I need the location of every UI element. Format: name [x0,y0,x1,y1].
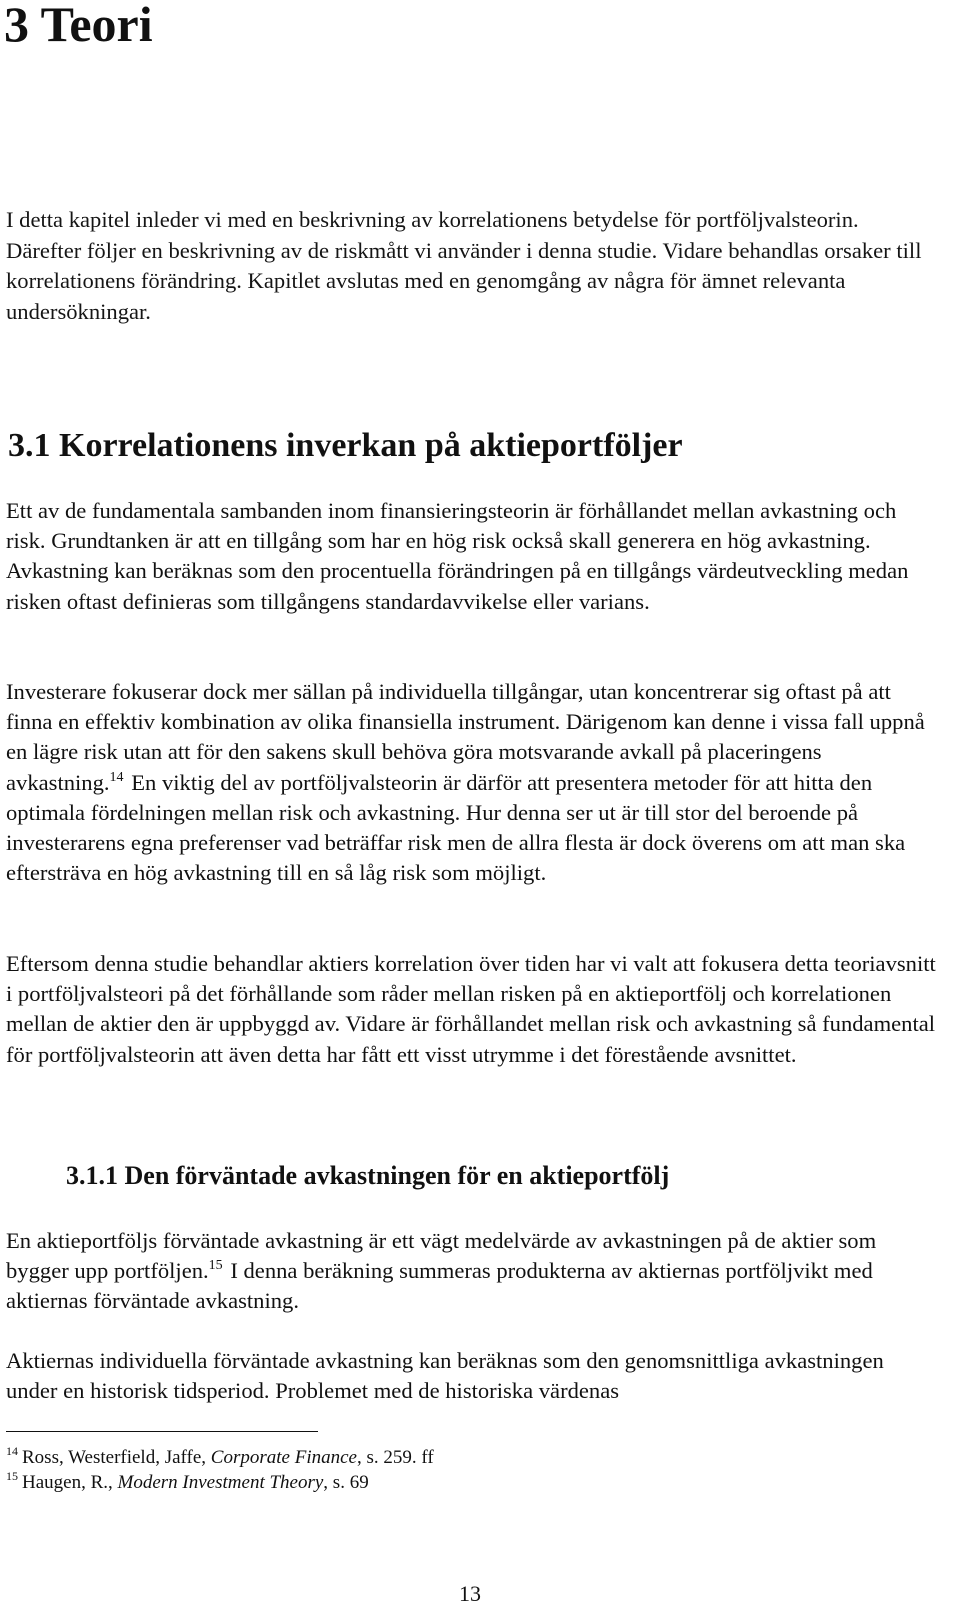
subsection-paragraph: Aktiernas individuella förväntade avkastning kan beräknas som den genomsnittliga avkastningen under en historisk tidsperiod. Problemet med de historiska värdenas [6,1348,884,1404]
footnote-book-title: Corporate Finance [210,1447,357,1468]
paragraph-text: Investerare fokuserar dock mer sällan på individuella tillgångar, utan koncentrerar sig oftast på att finna en effektiv kombination av olika finansiella instrument. Därigenom kan denne i vissa fall uppnå en lägre risk utan att för den sakens skull behöva göra motsvarande avkall på placeringens avkastning. [6,679,925,795]
chapter-title: 3 Teori [4,0,153,52]
section-paragraph [6,677,936,888]
footnote-book-title: Modern Investment Theory [117,1472,324,1493]
section-paragraph: Eftersom denna studie behandlar aktiers korrelation över tiden har vi valt att fokusera detta teoriavsnitt i portföljvalsteori på det förhållande som råder mellan risken på en aktieportfölj och korrelationen mellan de aktier den är uppbyggd av. Vidare är förhållandet mellan risk och avkastning så fundamental för portföljvalsteorin att även detta har fått ett visst utrymme i det förestående avsnittet. [6,951,936,1067]
paragraph-text: En viktig del av portföljvalsteorin är därför att presentera metoder för att hitta den optimala fördelningen mellan risk och avkastning. Hur denna ser ut är till stor del beroende på investerarens egna preferenser vad beträffar risk men de allra flesta är dock överens om att man ska eftersträva en hög avkastning till en så låg risk som möjligt. [6,769,906,886]
footnote-author: Ross, Westerfield, Jaffe, [22,1447,211,1468]
footnote-author: Haugen, R., [22,1472,118,1493]
footnote-divider [6,1431,318,1432]
footnote-marker: 14 [6,1444,18,1458]
subsection-heading: 3.1.1 Den förväntade avkastningen för en aktieportfölj [66,1161,670,1190]
footnote-marker: 15 [6,1469,18,1483]
footnote-reference: 14 [109,769,124,785]
subsection-paragraph [6,1226,936,1317]
section-paragraph: Ett av de fundamentala sambanden inom finansieringsteorin är förhållandet mellan avkastning och risk. Grundtanken är att en tillgång som har en hög risk också skall generera en hög avkastning. Avkastning kan beräknas som den procentuella förändringen på en tillgångs värdeutveckling medan risken oftast definieras som tillgångens standardavvikelse eller varians. [6,498,909,614]
paragraph-text: I denna beräkning summeras produkterna av aktiernas portföljvikt med aktiernas förväntade avkastning. [6,1258,873,1314]
chapter-intro-paragraph: I detta kapitel inleder vi med en beskrivning av korrelationens betydelse för portföljvalsteorin. Därefter följer en beskrivning av de riskmått vi använder i denna studie. Vidare behandlas orsaker till korrelationens förändring. Kapitlet avslutas med en genomgång av några för ämnet relevanta undersökningar. [6,207,922,324]
section-heading: 3.1 Korrelationens inverkan på aktieportföljer [8,427,683,464]
footnote-pages: , s. 69 [323,1472,369,1493]
page-number: 13 [459,1581,481,1606]
footnote-reference: 15 [208,1258,223,1274]
footnote [6,1471,369,1495]
footnote [6,1446,434,1470]
paragraph-text: En aktieportföljs förväntade avkastning är ett vägt medelvärde av avkastningen på de aktier som bygger upp portföljen. [6,1228,877,1284]
footnote-pages: , s. 259. ff [356,1447,434,1468]
